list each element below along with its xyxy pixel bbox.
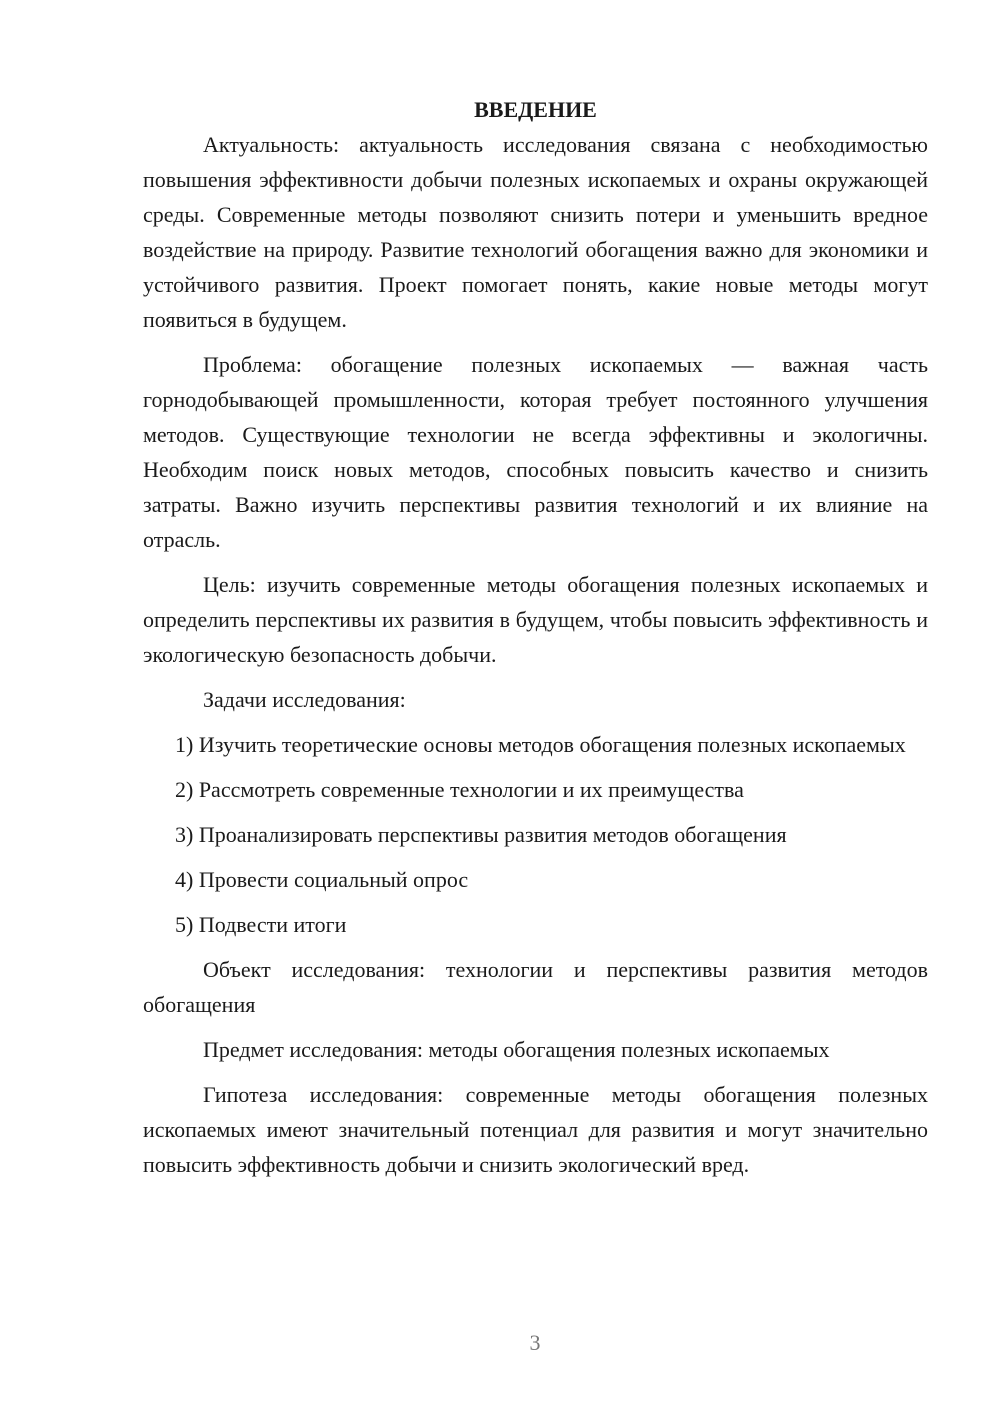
tasks-heading: Задачи исследования: xyxy=(203,687,406,712)
task-item-4: 4) Провести социальный опрос xyxy=(175,867,469,892)
task-item-3: 3) Проанализировать перспективы развития методов обогащения xyxy=(175,822,787,847)
object-paragraph: Объект исследования: технологии и перспективы развития методов обогащения xyxy=(143,957,928,1017)
task-item-5: 5) Подвести итоги xyxy=(175,912,347,937)
goal-paragraph: Цель: изучить современные методы обогащения полезных ископаемых и определить перспективы их развития в будущем, чтобы повысить эффективность и экологическую безопасность добычи. xyxy=(143,572,928,667)
page-title-text: ВВЕДЕНИЕ xyxy=(474,97,597,122)
problem-paragraph: Проблема: обогащение полезных ископаемых — важная часть горнодобывающей промышленности, которая требует постоянного улучшения методов. Существующие технологии не всегда эффективны и экологичны. Необходим поиск новых методов, способных повысить качество и снизить затраты. Важно изучить перспективы развития технологий и их влияние на отрасль. xyxy=(143,352,928,552)
document-page xyxy=(143,92,928,1182)
page-title xyxy=(143,92,928,127)
task-item-2: 2) Рассмотреть современные технологии и их преимущества xyxy=(175,777,744,802)
relevance-paragraph: Актуальность: актуальность исследования связана с необходимостью повышения эффективности добычи полезных ископаемых и охраны окружающей среды. Современные методы позволяют снизить потери и уменьшить вредное воздействие на природу. Развитие технологий обогащения важно для экономики и устойчивого развития. Проект помогает понять, какие новые методы могут появиться в будущем. xyxy=(143,132,928,332)
hypothesis-paragraph: Гипотеза исследования: современные методы обогащения полезных ископаемых имеют значительный потенциал для развития и могут значительно повысить эффективность добычи и снизить экологический вред. xyxy=(143,1082,928,1177)
task-item-1: 1) Изучить теоретические основы методов обогащения полезных ископаемых xyxy=(175,732,906,757)
subject-paragraph: Предмет исследования: методы обогащения полезных ископаемых xyxy=(203,1037,830,1062)
page-number: 3 xyxy=(529,1330,541,1355)
